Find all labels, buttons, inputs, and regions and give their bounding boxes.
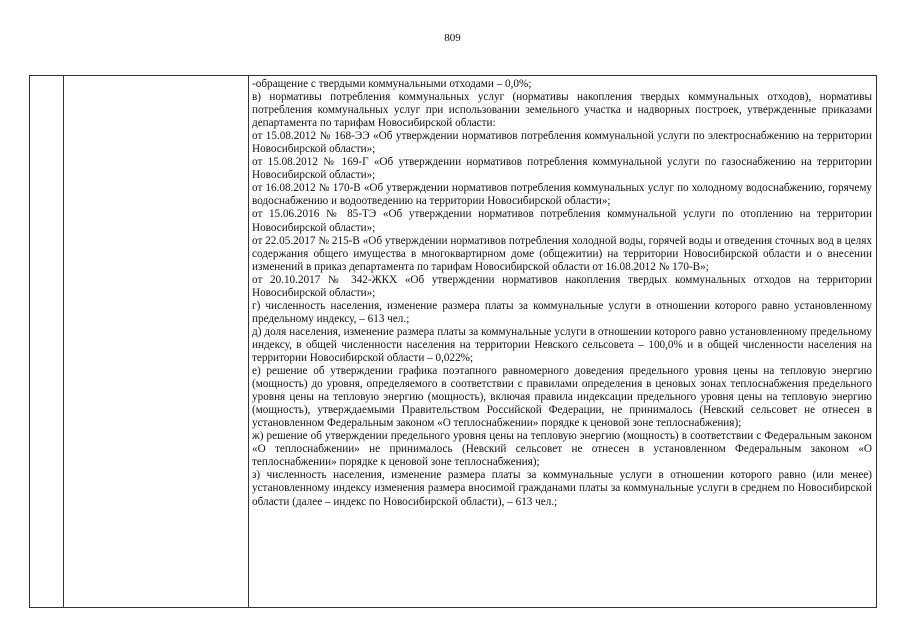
paragraph-item-zh-price-level: ж) решение об утверждении предельного уровня цены на тепловую энергию (мощность) в соответствии с Федеральным законом «О теплоснабжении» не принималось (Невский сельсовет не отнесен в установленном Федеральным законом «О теплоснабжении» порядке к ценовой зоне теплоснабжения); [252,430,872,469]
column-divider-1 [63,76,64,607]
paragraph-waste-share: -обращение с твердыми коммунальными отходами – 0,0%; [252,78,532,90]
paragraph-item-g-population: г) численность населения, изменение размера платы за коммунальные услуги в отношении которого равно установленному предельному индексу, – 613 чел.; [252,299,872,325]
paragraph-order-215: от 22.05.2017 № 215-В «Об утверждении нормативов потребления холодной воды, горячей воды и отведения сточных вод в целях содержания общего имущества в многоквартирном доме (общежитии) на территории Новосибирской области и о внесении изменений в приказ департамента по тарифам Новосибирской области от 16.08.2012 № 170-В»; [252,234,872,273]
paragraph-order-170: от 16.08.2012 № 170-В «Об утверждении нормативов потребления коммунальных услуг по холодному водоснабжению, горячему водоснабжению и водоотведению на территории Новосибирской области»; [252,182,872,208]
paragraph-order-85: от 15.06.2016 № 85-ТЭ «Об утверждении нормативов потребления коммунальной услуги по отоплению на территории Новосибирской области»; [252,208,872,234]
paragraph-order-168: от 15.08.2012 № 168-ЭЭ «Об утверждении нормативов потребления коммунальной услуги по электроснабжению на территории Новосибирской области»; [252,130,872,156]
table-text-cell [252,78,872,509]
column-divider-2 [248,76,249,607]
paragraph-item-d-share: д) доля населения, изменение размера платы за коммунальные услуги в отношении которого равно установленному предельному индексу, в общей численности населения на территории Невского сельсовета – 100,0% и в общей численности населения на территории Новосибирской области – 0,022%; [252,325,872,364]
paragraph-order-342: от 20.10.2017 № 342-ЖКХ «Об утверждении нормативов накопления твердых коммунальных отходов на территории Новосибирской области»; [252,273,872,299]
paragraph-item-z-population: з) численность населения, изменение размера платы за коммунальные услуги в отношении которого равно (или менее) установленному индексу изменения размера вносимой гражданами платы за коммунальные услуги в среднем по Новосибирской области (далее – индекс по Новосибирской области), – 613 чел.; [252,469,872,508]
paragraph-item-e-schedule: е) решение об утверждении графика поэтапного равномерного доведения предельного уровня цены на тепловую энергию (мощность) до уровня, определяемого в соответствии с правилами определения в ценовых зонах теплоснабжения предельного уровня цены на тепловую энергию (мощность), включая правила индексации предельного уровня цены на тепловую энергию (мощность), утверждаемыми Правительством Российской Федерации, не принималось (Невский сельсовет не отнесен в установленном Федеральным законом «О теплоснабжении» порядке к ценовой зоне теплоснабжения); [252,365,872,430]
paragraph-order-169: от 15.08.2012 № 169-Г «Об утверждении нормативов потребления коммунальной услуги по газоснабжению на территории Новосибирской области»; [252,156,872,182]
document-table [29,75,877,608]
paragraph-item-v-norms: в) нормативы потребления коммунальных услуг (нормативы накопления твердых коммунальных отходов), нормативы потребления коммунальных услуг при использовании земельного участка и надворных построек, утвержденные приказами департамента по тарифам Новосибирской области: [252,91,872,130]
page-number: 809 [444,32,461,44]
